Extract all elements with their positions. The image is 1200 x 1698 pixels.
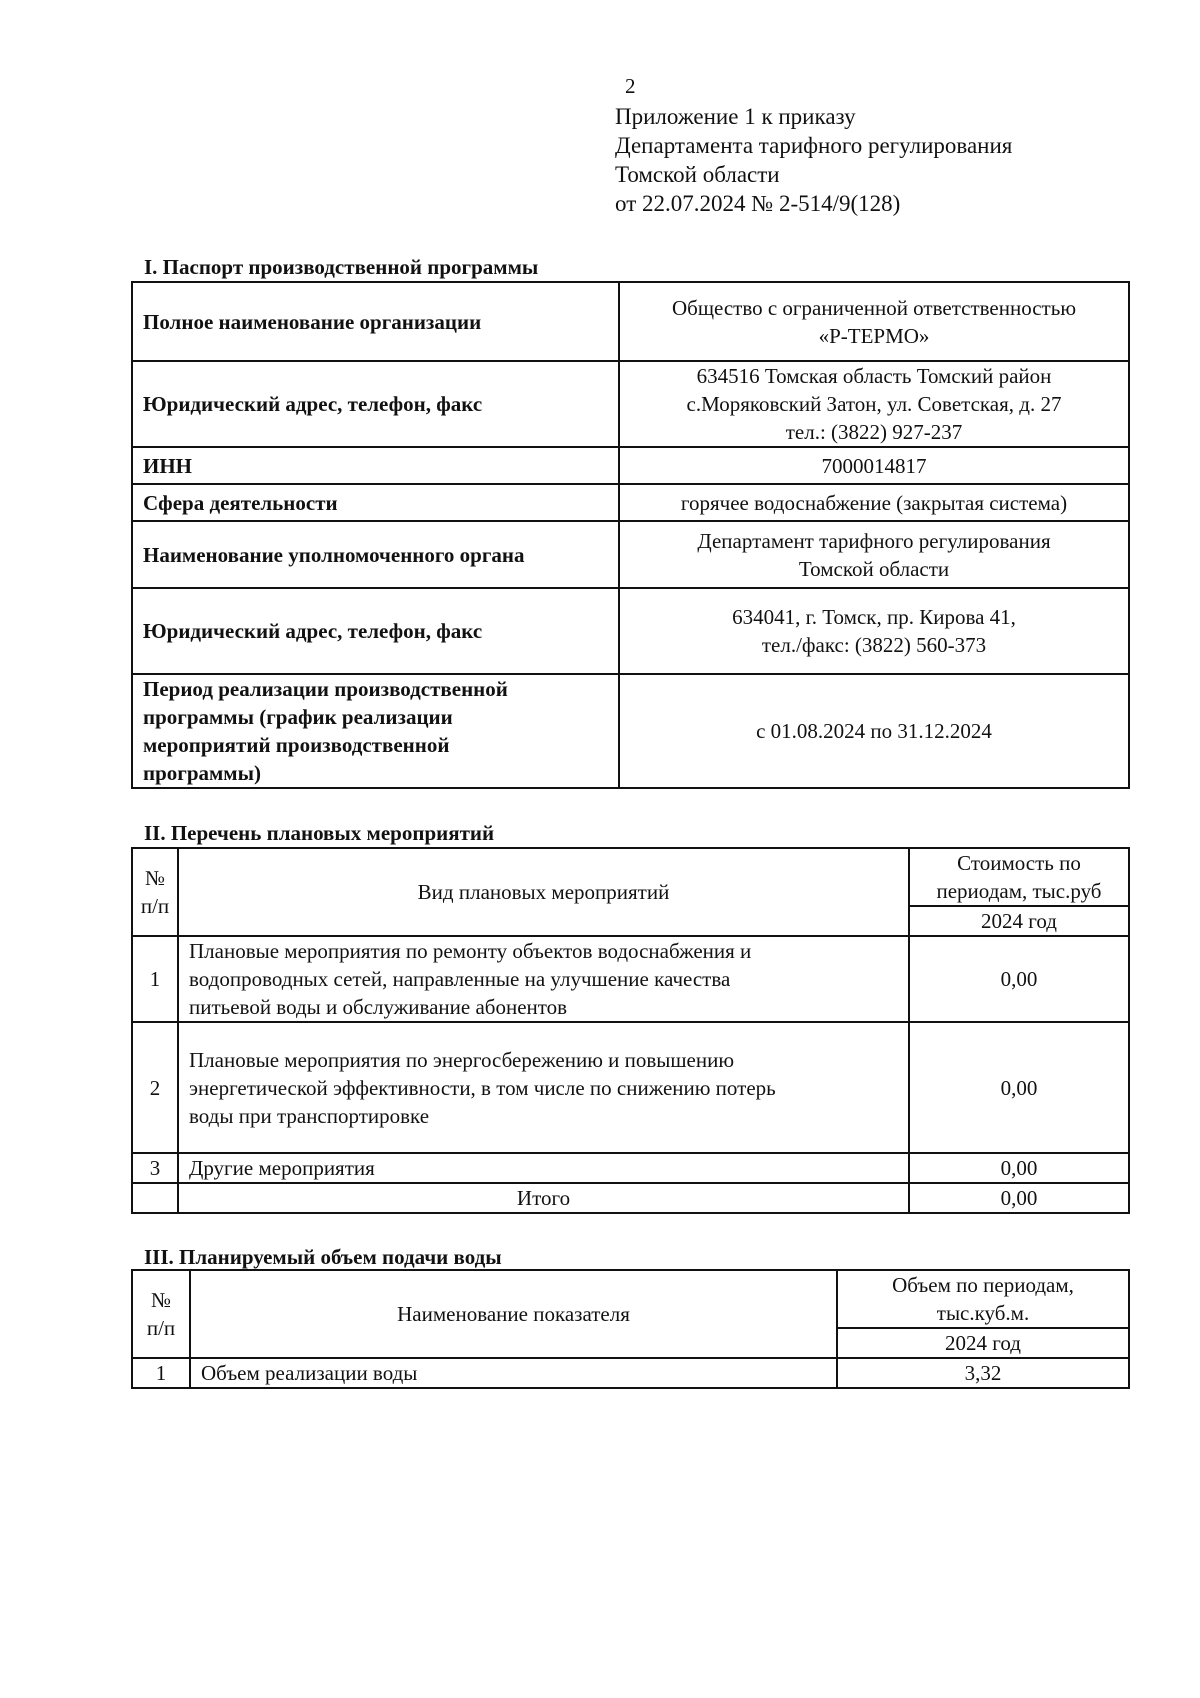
header-measure-type: Вид плановых мероприятий [178, 848, 909, 936]
table-row [132, 484, 1129, 521]
table-row [132, 447, 1129, 484]
description-line: Плановые мероприятия по ремонту объектов водоснабжения и [189, 939, 752, 963]
volume-table [131, 1269, 1130, 1389]
table-row [132, 361, 1129, 447]
row-label: Наименование уполномоченного органа [132, 521, 619, 588]
row-value [619, 447, 1129, 484]
row-description [178, 936, 909, 1022]
row-number: 2 [132, 1022, 178, 1153]
label-line: программы) [143, 761, 261, 785]
row-indicator: Объем реализации воды [190, 1358, 837, 1388]
row-cost: 0,00 [909, 1022, 1129, 1153]
header-number [132, 848, 178, 936]
description-line: питьевой воды и обслуживание абонентов [189, 995, 568, 1019]
table-row [132, 936, 1129, 1022]
value-line: тел.: (3822) 927-237 [785, 420, 963, 444]
section-title-passport: I. Паспорт производственной программы [144, 255, 539, 279]
total-empty-cell [132, 1183, 178, 1213]
passport-table [131, 281, 1130, 789]
appendix-line: Приложение 1 к приказу [615, 104, 856, 129]
appendix-order-date: от 22.07.2024 № 2-514/9(128) [615, 191, 901, 216]
row-label: Полное наименование организации [132, 282, 619, 361]
description-line: Плановые мероприятия по энергосбережению и повышению [189, 1047, 735, 1072]
row-number: 3 [132, 1153, 178, 1183]
header-line: № [150, 1288, 172, 1312]
header-year: 2024 год [909, 906, 1129, 936]
row-value [619, 674, 1129, 788]
table-row [132, 588, 1129, 674]
header-line: тыс.куб.м. [936, 1301, 1030, 1325]
value-line: «Р-ТЕРМО» [818, 323, 930, 348]
row-cost: 0,00 [909, 1153, 1129, 1183]
description-line: водопроводных сетей, направленные на улучшение качества [189, 967, 731, 991]
table-row [132, 1153, 1129, 1183]
row-label: Сфера деятельности [132, 484, 619, 521]
table-row [132, 1022, 1129, 1153]
row-cost: 0,00 [909, 936, 1129, 1022]
table-row [132, 521, 1129, 588]
header-line: № [144, 866, 166, 890]
section-title-measures: II. Перечень плановых мероприятий [144, 821, 495, 845]
label-line: программы (график реализации [143, 705, 453, 729]
row-number: 1 [132, 936, 178, 1022]
total-label: Итого [178, 1183, 909, 1213]
value-line: 7000014817 [821, 453, 927, 478]
description-line: Другие мероприятия [189, 1156, 375, 1180]
header-line: Объем по периодам, [892, 1273, 1074, 1297]
table-row [132, 674, 1129, 788]
row-description [178, 1022, 909, 1153]
page-number: 2 [625, 74, 636, 98]
label-line: мероприятий производственной [143, 733, 450, 757]
row-label: Юридический адрес, телефон, факс [132, 588, 619, 674]
row-number: 1 [132, 1358, 190, 1388]
label-line: Период реализации производственной [143, 677, 508, 701]
row-value [619, 521, 1129, 588]
header-line: п/п [140, 894, 170, 918]
value-line: 634041, г. Томск, пр. Кирова 41, [732, 605, 1016, 629]
row-value [619, 588, 1129, 674]
header-line: периодам, тыс.руб [936, 879, 1102, 903]
section-title-volume: III. Планируемый объем подачи воды [144, 1245, 502, 1269]
row-volume-value: 3,32 [837, 1358, 1129, 1388]
row-label [132, 674, 619, 788]
header-cost [909, 848, 1129, 906]
measures-table [131, 847, 1130, 1214]
row-description [178, 1153, 909, 1183]
value-line: с 01.08.2024 по 31.12.2024 [756, 719, 992, 743]
table-header-row [132, 1270, 1129, 1328]
header-indicator-name: Наименование показателя [190, 1270, 837, 1358]
table-header-row [132, 848, 1129, 906]
row-value [619, 484, 1129, 521]
table-row [132, 282, 1129, 361]
value-line: Общество с ограниченной ответственностью [671, 295, 1077, 320]
value-line: Департамент тарифного регулирования [697, 528, 1051, 553]
table-row [132, 1358, 1129, 1388]
row-label: ИНН [132, 447, 619, 484]
row-label: Юридический адрес, телефон, факс [132, 361, 619, 447]
value-line: с.Моряковский Затон, ул. Советская, д. 27 [686, 392, 1062, 416]
row-value [619, 282, 1129, 361]
header-line: п/п [146, 1316, 176, 1340]
row-value [619, 361, 1129, 447]
value-line: Томской области [798, 556, 950, 581]
header-number [132, 1270, 190, 1358]
appendix-line: Департамента тарифного регулирования [615, 133, 1013, 158]
appendix-line: Томской области [615, 162, 780, 187]
description-line: воды при транспортировке [189, 1103, 430, 1128]
total-value: 0,00 [909, 1183, 1129, 1213]
appendix-header [615, 102, 1012, 218]
description-line: энергетической эффективности, в том числе по снижению потерь [189, 1075, 776, 1100]
value-line: тел./факс: (3822) 560-373 [761, 633, 987, 657]
value-line: 634516 Томская область Томский район [696, 364, 1052, 388]
value-line: горячее водоснабжение (закрытая система) [680, 490, 1068, 515]
table-total-row [132, 1183, 1129, 1213]
header-year: 2024 год [837, 1328, 1129, 1358]
header-line: Стоимость по [957, 851, 1081, 875]
header-volume [837, 1270, 1129, 1328]
